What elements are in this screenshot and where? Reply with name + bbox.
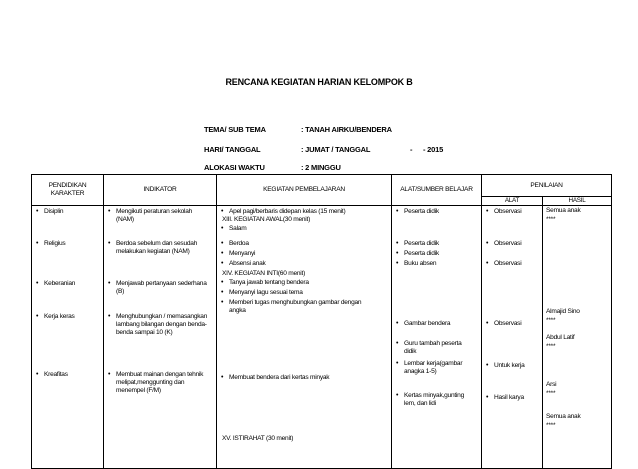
list-item: • Buku absen [404,260,436,268]
list-item: • Memberi tugas menghubungkan gambar dengan angka [229,299,374,315]
section-heading: XIV. KEGIATAN INTI(60 menit) [222,270,306,277]
list-item: • Peserta didik [404,250,439,258]
hasil-name: Almajid Sino [546,308,580,315]
list-item: • Gambar bendera [404,320,456,328]
list-item: • Observasi [494,240,521,248]
list-item: • Keberanian [44,280,75,288]
section-heading: XIII. KEGIATAN AWAL(30 menit) [222,216,311,223]
list-item: • Lembar kerja(gambar anagka 1-5) [404,360,468,376]
hasil-stars: **** [546,216,556,223]
list-item: • Absensi anak [229,260,266,268]
list-item: • Untuk kerja [494,362,530,370]
hasil-name: Semua anak [546,207,581,214]
header-kegiatan: KEGIATAN PEMBELAJARAN [217,175,392,206]
header-pendidikan-karakter: PENDIDIKAN KARAKTER [32,175,104,206]
list-item: • Menyanyi lagu sesuai tema [229,289,303,297]
meta-value: : JUMAT / TANGGAL [301,145,371,154]
list-item: • Apel pagi/berbaris didepan kelas (15 menit) [229,208,345,216]
list-item: • Religius [44,240,65,248]
list-item: • Guru tambah peserta didik [404,340,468,356]
list-item: • Observasi [494,260,521,268]
page-title: RENCANA KEGIATAN HARIAN KELOMPOK B [225,77,413,87]
header-penilaian: PENILAIAN [482,175,612,197]
hasil-stars: **** [546,422,556,429]
meta-label: ALOKASI WAKTU [204,163,265,172]
hasil-name: Arsi [546,381,557,388]
karakter-cell [32,206,104,469]
hasil-name: Abdul Latif [546,334,575,341]
hasil-name: Semua anak [546,413,581,420]
hasil-stars: **** [546,390,556,397]
alat-cell [392,206,482,469]
list-item: • Menyanyi [229,250,255,258]
header-alat-sumber: ALAT/SUMBER BELAJAR [392,175,482,206]
header-penilaian-alat: ALAT [482,197,543,206]
section-heading: XV. ISTIRAHAT (30 menit) [222,435,294,442]
list-item: • Menghubungkan / memasangkan lambang bilangan dengan benda-benda sampai 10 (K) [116,313,208,337]
list-item: • Observasi [494,208,521,216]
meta-value: : 2 MINGGU [301,163,341,172]
meta-label: TEMA/ SUB TEMA [204,125,266,134]
list-item: • Membuat mainan dengan tehnik melipat,menggunting dan menempel (F/M) [116,371,208,395]
list-item: • Peserta didik [404,240,439,248]
penilaian-alat-cell [482,206,543,469]
penilaian-hasil-cell [543,206,612,469]
list-item: • Menjawab pertanyaan sederhana (B) [116,280,208,296]
list-item: • Berdoa sebelum dan sesudah melakukan kegiatan (NAM) [116,240,208,256]
indikator-cell [104,206,217,469]
header-penilaian-hasil: HASIL [543,197,612,206]
list-item: • Observasi [494,320,521,328]
list-item: • Mengikuti peraturan sekolah (NAM) [116,208,208,224]
list-item: • Hasil karya [494,394,524,402]
list-item: • Kerja keras [44,313,75,321]
list-item: • Membuat bendera dari kertas minyak [229,374,329,382]
hasil-stars: **** [546,343,556,350]
list-item: • Salam [229,225,246,233]
kegiatan-cell [217,206,392,469]
hasil-stars: **** [546,317,556,324]
meta-label: HARI/ TANGGAL [204,145,261,154]
meta-dash: - [410,145,413,154]
activity-table [31,174,612,469]
meta-year: - 2015 [423,145,444,154]
list-item: • Disiplin [44,208,63,216]
list-item: • Kertas minyak,gunting lem, dan lidi [404,392,470,408]
list-item: • Berdoa [229,240,249,248]
meta-value: : TANAH AIRKU/BENDERA [301,125,392,134]
list-item: • Kreafitas [44,371,68,379]
list-item: • Tanya jawab tentang bendera [229,279,309,287]
header-indikator: INDIKATOR [104,175,217,206]
list-item: • Peserta didik [404,208,439,216]
